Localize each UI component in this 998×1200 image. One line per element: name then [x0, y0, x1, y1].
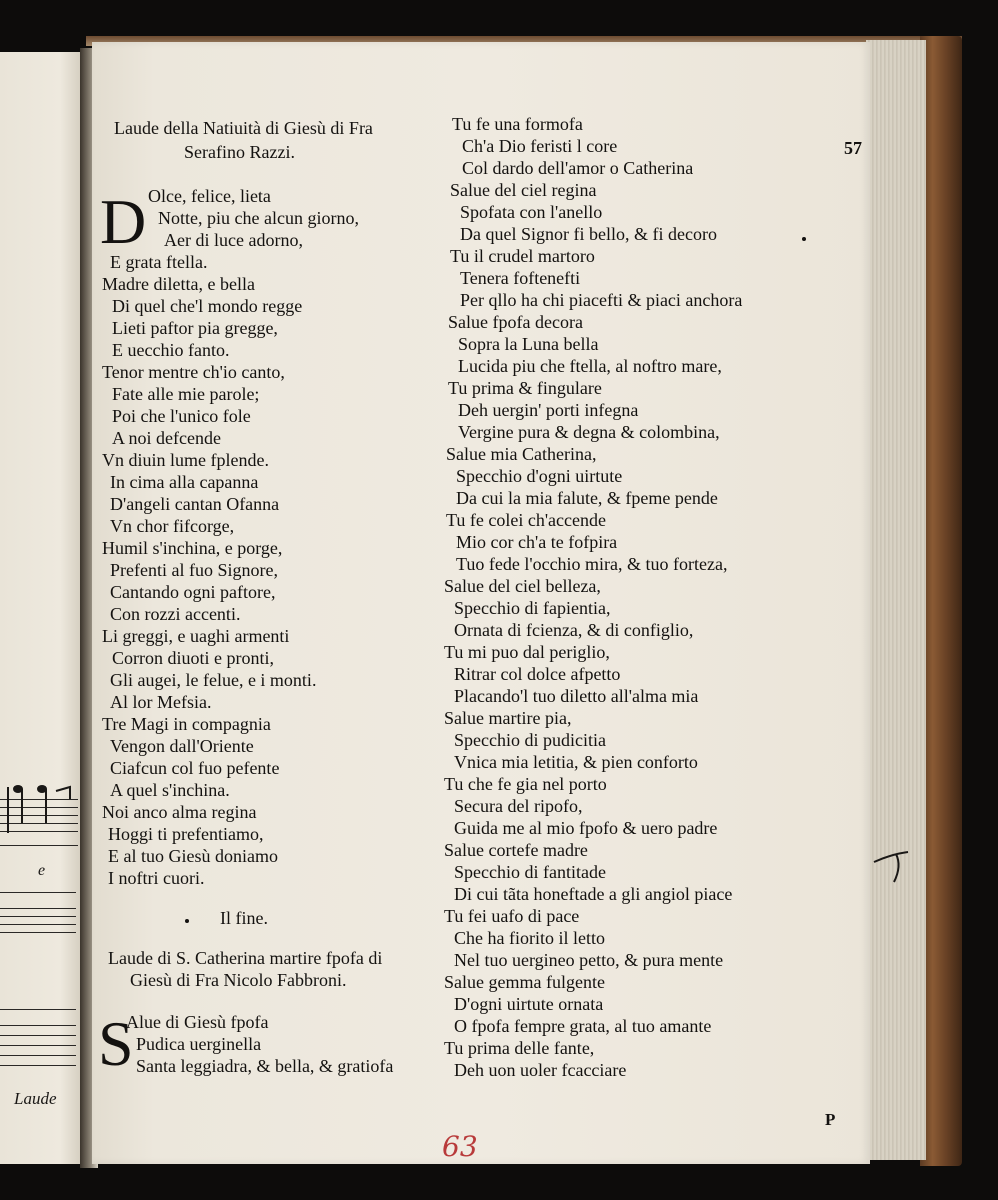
hymn-title-line: Laude della Natiuità di Giesù di Fra: [114, 118, 373, 138]
page-edges-stack: [866, 40, 926, 1160]
verse-line: Tu fe una formofa: [452, 114, 583, 134]
verse-line: Gli augei, le felue, e i monti.: [110, 670, 317, 690]
verse-line: D'angeli cantan Ofanna: [110, 494, 280, 514]
verse-line: Lucida piu che ftella, al noftro mare,: [458, 356, 722, 376]
music-staff-fragment: [0, 777, 80, 847]
handwritten-folio-number: 63: [442, 1130, 478, 1163]
verse-line: Pudica uerginella: [136, 1034, 262, 1054]
verse-line: Tu fe colei ch'accende: [446, 510, 607, 530]
verse-line: Vergine pura & degna & colombina,: [458, 422, 720, 442]
verse-line: Secura del ripofo,: [454, 796, 583, 816]
verse-line: Santa leggiadra, & bella, & gratiofa: [136, 1056, 394, 1076]
verse-line: I noftri cuori.: [108, 868, 205, 888]
verse-line: Tu mi puo dal periglio,: [444, 642, 610, 662]
left-page-catchword: Laude: [14, 1089, 57, 1108]
verse-line: Col dardo dell'amor o Catherina: [462, 158, 694, 178]
verse-line: Sopra la Luna bella: [458, 334, 599, 354]
verse-line: Che ha fiorito il letto: [454, 928, 605, 948]
verse-line: Vn diuin lume fplende.: [102, 450, 269, 470]
verse-line: Cantando ogni paftore,: [110, 582, 276, 602]
verse-line: E uecchio fanto.: [112, 340, 230, 360]
fine-label: Il fine.: [220, 908, 268, 928]
verse-line: Tu il crudel martoro: [450, 246, 595, 266]
facing-left-page: [0, 52, 86, 1164]
verse-line: Hoggi ti prefentiamo,: [108, 824, 264, 844]
bullet-mark: [185, 919, 189, 923]
music-notes-icon: [0, 777, 80, 837]
music-staff-lines: [0, 892, 80, 952]
verse-line: Tre Magi in compagnia: [102, 714, 271, 734]
verse-line: Olce, felice, lieta: [148, 186, 271, 206]
verse-line: Tu prima & fingulare: [448, 378, 602, 398]
verse-line: Li greggi, e uaghi armenti: [102, 626, 290, 646]
verse-line: Alue di Giesù fpofa: [126, 1012, 269, 1032]
verse-line: Tenera foftenefti: [460, 268, 581, 288]
left-page-letter: e: [38, 862, 46, 879]
hymn-title-line: Serafino Razzi.: [184, 142, 295, 162]
verse-line: Guida me al mio fpofo & uero padre: [454, 818, 718, 838]
verse-line: Deh uergin' porti infegna: [458, 400, 639, 420]
verse-line: Specchio di fapientia,: [454, 598, 611, 618]
verse-line: Aer di luce adorno,: [164, 230, 303, 250]
verse-line: A noi defcende: [112, 428, 221, 448]
hymn-title-line: Giesù di Fra Nicolo Fabbroni.: [130, 970, 347, 990]
verse-line: Fate alle mie parole;: [112, 384, 260, 404]
verse-line: Da quel Signor fi bello, & fi decoro: [460, 224, 717, 244]
verse-line: Mio cor ch'a te fofpira: [456, 532, 618, 552]
verse-line: Con rozzi accenti.: [110, 604, 241, 624]
verse-line: Prefenti al fuo Signore,: [110, 560, 278, 580]
verse-line: Salue mia Catherina,: [446, 444, 597, 464]
verse-line: Tu prima delle fante,: [444, 1038, 595, 1058]
book-cover-right-edge: [920, 36, 962, 1166]
verse-line: Per qllo ha chi piacefti & piaci anchora: [460, 290, 743, 310]
verse-line: Ornata di fcienza, & di configlio,: [454, 620, 694, 640]
verse-line: Tu fei uafo di pace: [444, 906, 580, 926]
verse-line: Salue del ciel regina: [450, 180, 597, 200]
verse-line: Da cui la mia falute, & fpeme pende: [456, 488, 718, 508]
verse-line: Di cui tãta honeftade a gli angiol piace: [454, 884, 733, 904]
verse-line: Poi che l'unico fole: [112, 406, 251, 426]
verse-line: Specchio di pudicitia: [454, 730, 606, 750]
verse-line: Di quel che'l mondo regge: [112, 296, 303, 316]
drop-cap: D: [100, 186, 147, 257]
verse-line: Specchio d'ogni uirtute: [456, 466, 623, 486]
page-number: 57: [844, 138, 862, 158]
verse-line: Specchio di fantitade: [454, 862, 606, 882]
verse-line: Tuo fede l'occhio mira, & tuo forteza,: [456, 554, 728, 574]
verse-line: Madre diletta, e bella: [102, 274, 255, 294]
verse-line: Ciafcun col fuo pefente: [110, 758, 280, 778]
verse-line: Salue del ciel belleza,: [444, 576, 601, 596]
verse-line: Corron diuoti e pronti,: [112, 648, 274, 668]
verse-line: Salue martire pia,: [444, 708, 572, 728]
verse-line: Tenor mentre ch'io canto,: [102, 362, 285, 382]
drop-cap: S: [98, 1008, 134, 1079]
verse-line: Deh uon uoler fcacciare: [454, 1060, 627, 1080]
verse-line: Vn chor fifcorge,: [110, 516, 235, 536]
verse-line: Humil s'inchina, e porge,: [102, 538, 283, 558]
verse-line: Salue gemma fulgente: [444, 972, 605, 992]
verse-line: E grata ftella.: [110, 252, 208, 272]
verse-line: Salue fpofa decora: [448, 312, 583, 332]
music-staff-lines: [0, 1007, 80, 1077]
verse-line: Notte, piu che alcun giorno,: [158, 208, 359, 228]
verse-line: Ch'a Dio feristi l core: [462, 136, 618, 156]
verse-line: Vnica mia letitia, & pien conforto: [454, 752, 698, 772]
verse-line: Al lor Mefsia.: [110, 692, 212, 712]
verse-line: Vengon dall'Oriente: [110, 736, 254, 756]
bullet-mark: [802, 237, 806, 241]
verse-line: Nel tuo uergineo petto, & pura mente: [454, 950, 724, 970]
verse-line: Salue cortefe madre: [444, 840, 588, 860]
verse-line: Lieti paftor pia gregge,: [112, 318, 278, 338]
book-page: [92, 42, 870, 1164]
verse-line: E al tuo Giesù doniamo: [108, 846, 278, 866]
verse-line: A quel s'inchina.: [110, 780, 230, 800]
hymn-title-line: Laude di S. Catherina martire fpofa di: [108, 948, 383, 968]
verse-line: Placando'l tuo diletto all'alma mia: [454, 686, 699, 706]
verse-line: O fpofa fempre grata, al tuo amante: [454, 1016, 712, 1036]
signature-mark: P: [825, 1110, 836, 1129]
handwritten-marginal-mark: [872, 842, 912, 886]
verse-line: Spofata con l'anello: [460, 202, 603, 222]
verse-line: D'ogni uirtute ornata: [454, 994, 604, 1014]
verse-line: Noi anco alma regina: [102, 802, 257, 822]
verse-line: Ritrar col dolce afpetto: [454, 664, 621, 684]
verse-line: Tu che fe gia nel porto: [444, 774, 607, 794]
verse-line: In cima alla capanna: [110, 472, 259, 492]
